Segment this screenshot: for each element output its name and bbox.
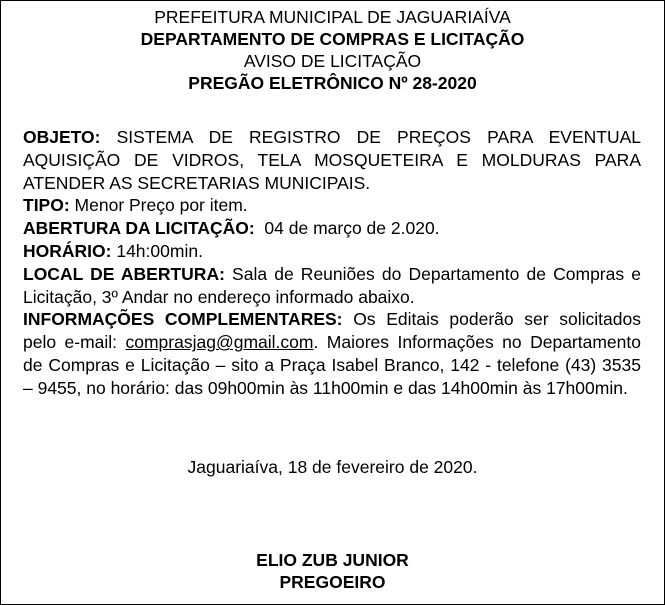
auction-number: PREGÃO ELETRÔNICO Nº 28-2020: [188, 73, 477, 93]
objeto-text: SISTEMA DE REGISTRO DE PREÇOS PARA EVENTUAL AQUISIÇÃO DE VIDROS, TELA MOSQUETEIRA E MOLDURAS PARA ATENDER AS SECRETARIAS MUNICIPAIS.: [23, 127, 641, 193]
informacoes-label: INFORMAÇÕES COMPLEMENTARES:: [23, 309, 343, 330]
notice-header: [0, 6, 665, 94]
local-paragraph: [23, 263, 641, 309]
email-link[interactable]: comprasjag@gmail.com: [125, 332, 314, 353]
informacoes-text-after: . Maiores Informações no Departamento de Compras e Licitação – sito a Praça Isabel Branco, 142 - telefone (43) 3535 – 9455, no horário: das 09h00min às 11h00min e das 14h00min às 17h00min.: [23, 332, 641, 398]
signature-block: [0, 549, 665, 593]
local-text: Sala de Reuniões do Departamento de Compras e Licitação, 3º Andar no endereço informado abaixo.: [23, 263, 641, 307]
objeto-label: OBJETO:: [23, 127, 101, 147]
horario-paragraph: [23, 240, 641, 263]
local-label: LOCAL DE ABERTURA:: [23, 263, 225, 284]
signer-name: ELIO ZUB JUNIOR: [256, 550, 409, 570]
notice-type: AVISO DE LICITAÇÃO: [243, 51, 422, 71]
abertura-paragraph: [23, 217, 641, 240]
signer-role: PREGOEIRO: [279, 572, 386, 592]
municipality-name: PREFEITURA MUNICIPAL DE JAGUARIAÍVA: [154, 7, 511, 27]
abertura-text: 04 de março de 2.020.: [264, 218, 440, 239]
horario-label: HORÁRIO:: [23, 240, 112, 261]
informacoes-paragraph: [23, 308, 641, 399]
tipo-paragraph: [23, 194, 641, 217]
tipo-text: Menor Preço por item.: [74, 195, 248, 216]
department-name: DEPARTAMENTO DE COMPRAS E LICITAÇÃO: [140, 29, 525, 49]
date-line: Jaguariaíva, 18 de fevereiro de 2020.: [187, 457, 478, 477]
abertura-label: ABERTURA DA LICITAÇÃO:: [23, 218, 255, 239]
notice-body: [23, 126, 641, 400]
informacoes-text-before: Os Editais poderão ser solicitados pelo e-mail:: [23, 309, 641, 353]
tipo-label: TIPO:: [23, 195, 70, 216]
objeto-paragraph: [23, 126, 641, 194]
horario-text: 14h:00min.: [116, 240, 203, 261]
